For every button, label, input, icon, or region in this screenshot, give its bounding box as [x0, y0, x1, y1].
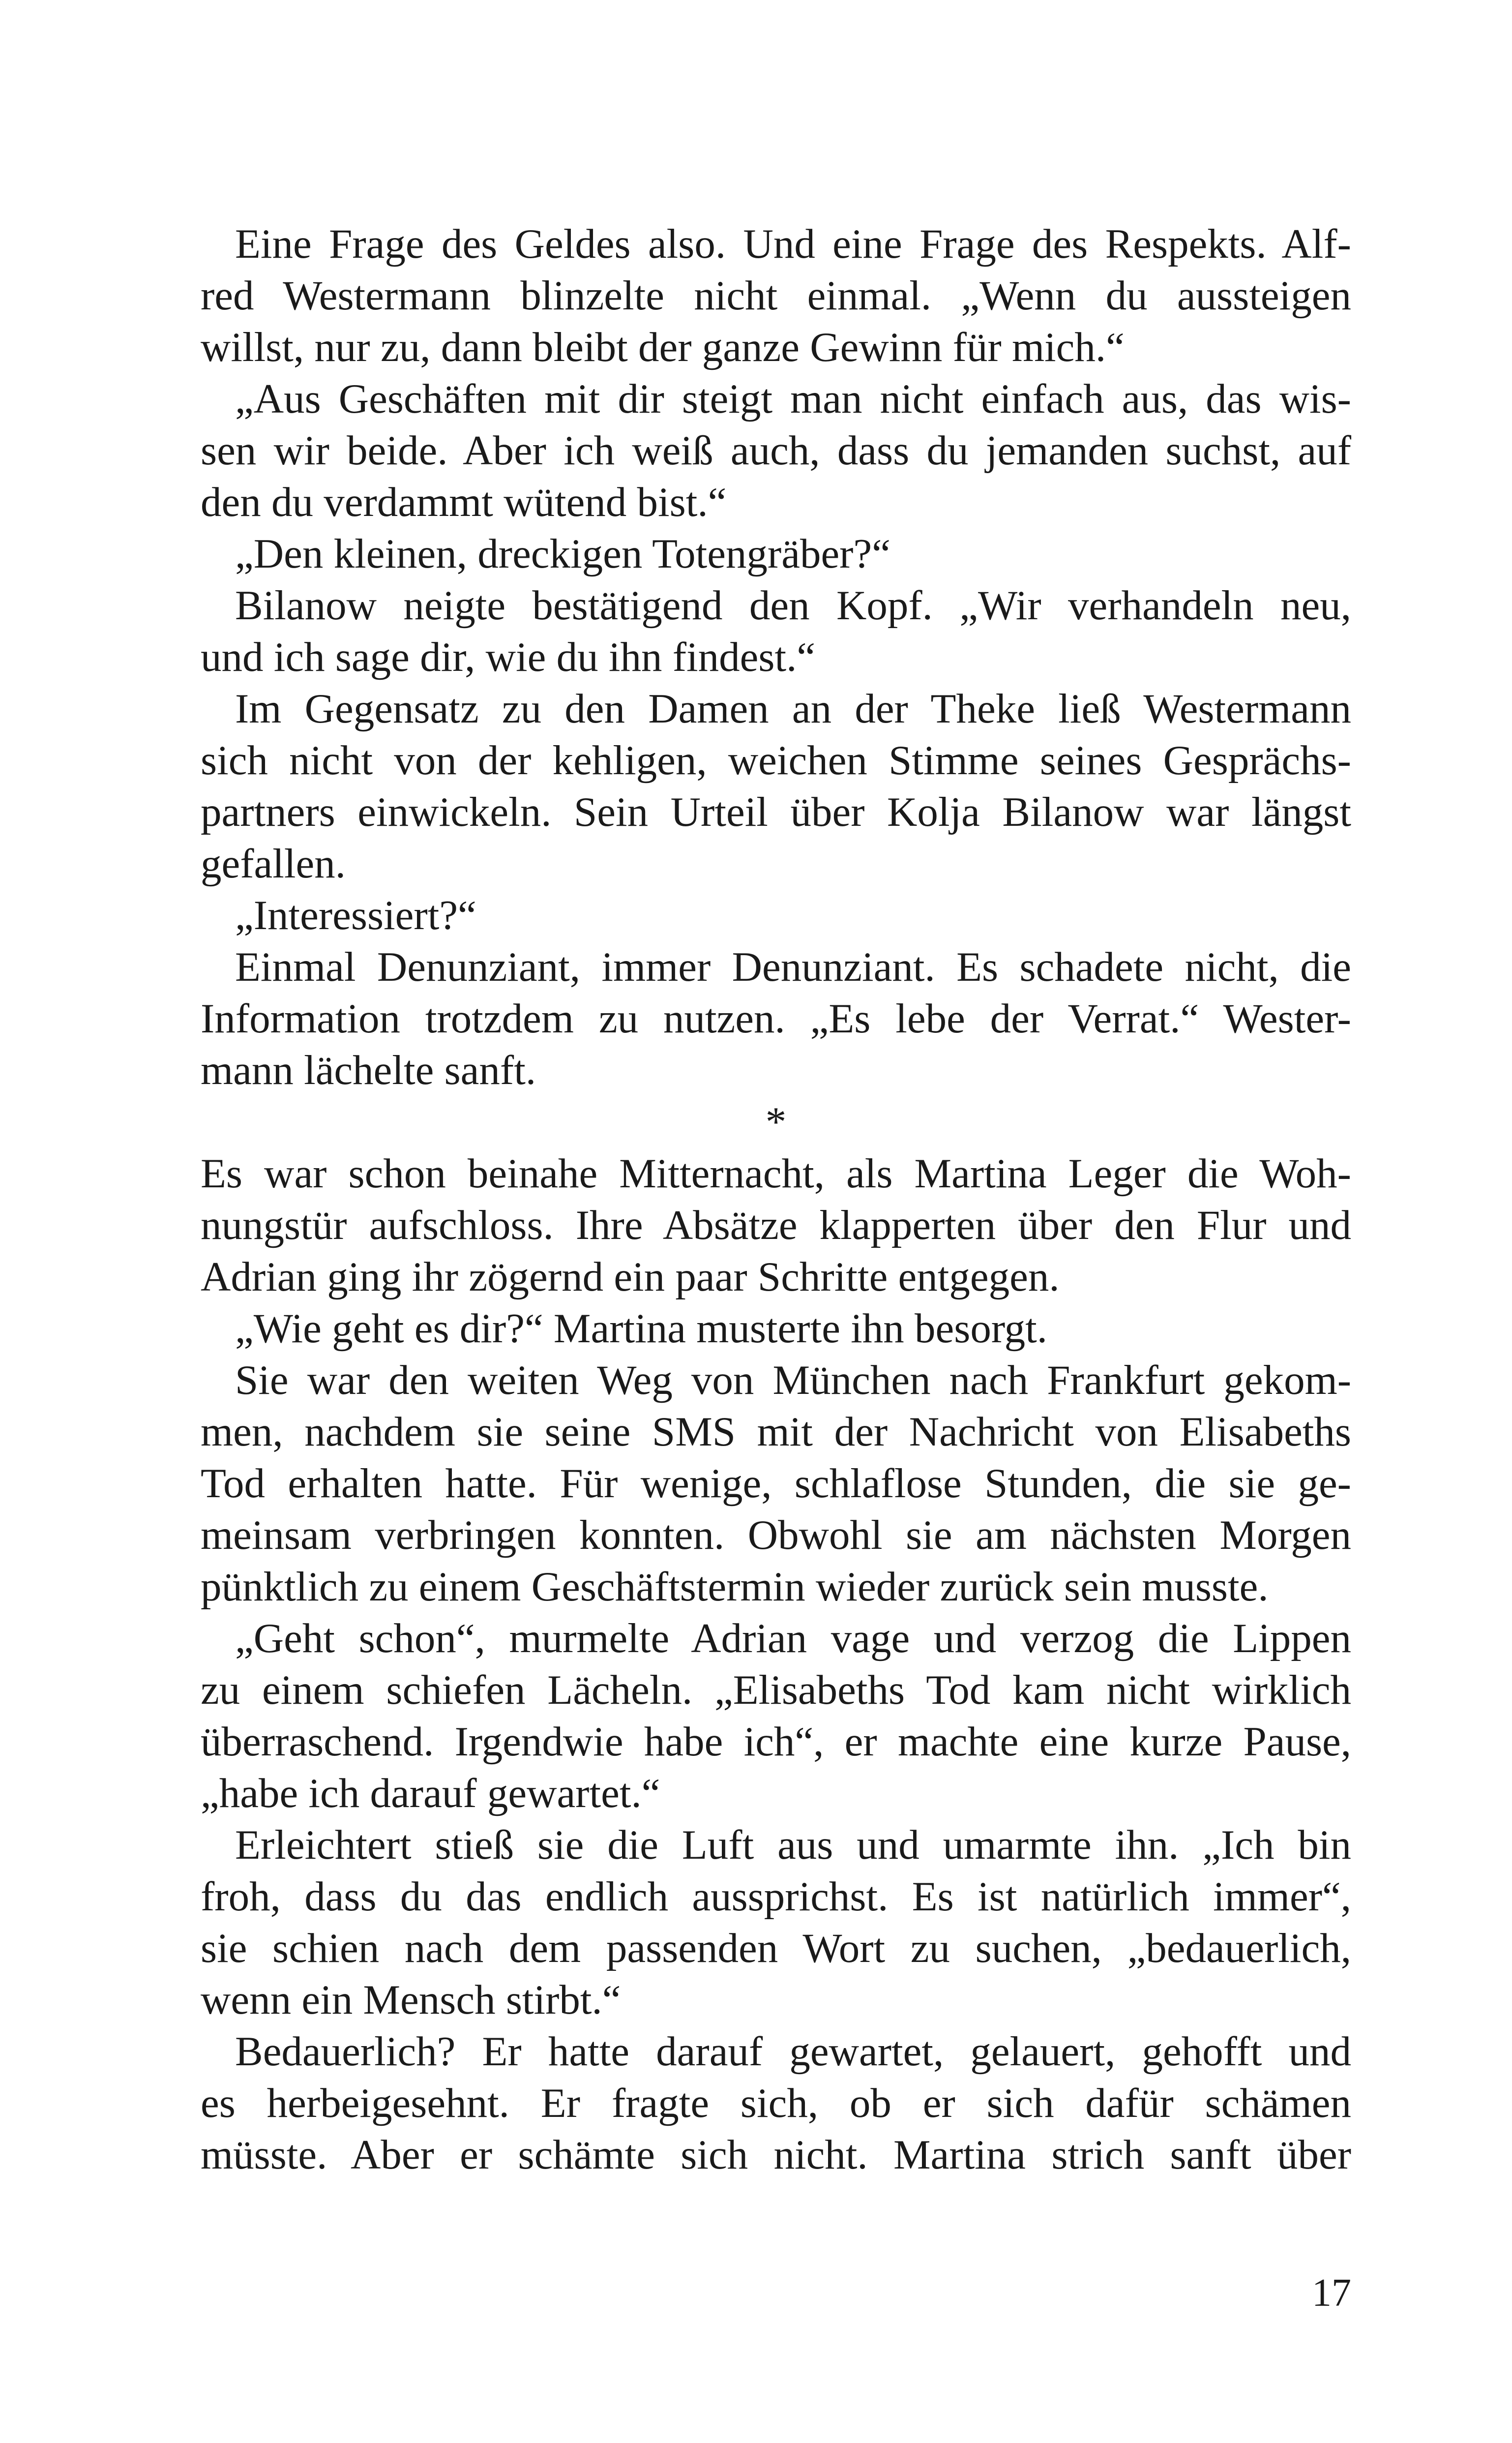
text-line: „habe ich darauf gewartet.“: [201, 1770, 660, 1816]
text-line: Erleichtert stieß sie die Luft aus und umarmte ihn. „Ich bin: [235, 1822, 1351, 1868]
text-line: „Geht schon“, murmelte Adrian vage und verzog die Lippen: [235, 1615, 1351, 1661]
text-line: sie schien nach dem passenden Wort zu suchen, „bedauerlich,: [201, 1925, 1351, 1971]
text-line: willst, nur zu, dann bleibt der ganze Gewinn für mich.“: [201, 324, 1125, 370]
text-line: mann lächelte sanft.: [201, 1047, 536, 1093]
text-line: Einmal Denunziant, immer Denunziant. Es schadete nicht, die: [235, 944, 1351, 990]
text-line: „Interessiert?“: [235, 892, 476, 938]
text-line: gefallen.: [201, 841, 346, 887]
text-line: „Wie geht es dir?“ Martina musterte ihn besorgt.: [235, 1305, 1047, 1352]
section-break: *: [765, 1099, 787, 1145]
text-line: Eine Frage des Geldes also. Und eine Frage des Respekts. Alf-: [235, 221, 1351, 267]
page-number: 17: [1312, 2271, 1351, 2315]
text-line: red Westermann blinzelte nicht einmal. „Wenn du aussteigen: [201, 272, 1351, 319]
text-line: nungstür aufschloss. Ihre Absätze klapperten über den Flur und: [201, 1202, 1351, 1248]
text-line: wenn ein Mensch stirbt.“: [201, 1977, 621, 2023]
text-line: sen wir beide. Aber ich weiß auch, dass du jemanden suchst, auf: [201, 427, 1351, 474]
body-text: [201, 218, 1351, 2181]
text-line: froh, dass du das endlich aussprichst. Es ist natürlich immer“,: [201, 1873, 1351, 1920]
text-line: es herbeigesehnt. Er fragte sich, ob er sich dafür schämen: [201, 2080, 1351, 2126]
text-line: überraschend. Irgendwie habe ich“, er machte eine kurze Pause,: [201, 1719, 1351, 1765]
text-line: Adrian ging ihr zögernd ein paar Schritte entgegen.: [201, 1254, 1060, 1300]
text-line: Bedauerlich? Er hatte darauf gewartet, gelauert, gehofft und: [235, 2028, 1351, 2075]
text-line: müsste. Aber er schämte sich nicht. Martina strich sanft über: [201, 2132, 1351, 2178]
text-line: zu einem schiefen Lächeln. „Elisabeths Tod kam nicht wirklich: [201, 1667, 1351, 1713]
text-line: Information trotzdem zu nutzen. „Es lebe der Verrat.“ Wester-: [201, 995, 1351, 1042]
text-line: sich nicht von der kehligen, weichen Stimme seines Gesprächs-: [201, 737, 1351, 784]
text-line: partners einwickeln. Sein Urteil über Kolja Bilanow war längst: [201, 789, 1351, 835]
text-line: und ich sage dir, wie du ihn findest.“: [201, 634, 816, 680]
text-line: meinsam verbringen konnten. Obwohl sie am nächsten Morgen: [201, 1512, 1351, 1558]
text-line: pünktlich zu einem Geschäftstermin wieder zurück sein musste.: [201, 1564, 1269, 1610]
text-line: Im Gegensatz zu den Damen an der Theke ließ Westermann: [235, 686, 1351, 732]
text-line: „Den kleinen, dreckigen Totengräber?“: [235, 531, 890, 577]
text-line: den du verdammt wütend bist.“: [201, 479, 727, 525]
text-line: Sie war den weiten Weg von München nach Frankfurt gekom-: [235, 1357, 1351, 1403]
text-line: Bilanow neigte bestätigend den Kopf. „Wir verhandeln neu,: [235, 582, 1351, 629]
text-line: men, nachdem sie seine SMS mit der Nachricht von Elisabeths: [201, 1409, 1351, 1455]
text-line: Es war schon beinahe Mitternacht, als Martina Leger die Woh-: [201, 1150, 1351, 1197]
text-line: Tod erhalten hatte. Für wenige, schlaflose Stunden, die sie ge-: [201, 1460, 1351, 1507]
text-line: „Aus Geschäften mit dir steigt man nicht einfach aus, das wis-: [235, 376, 1351, 422]
